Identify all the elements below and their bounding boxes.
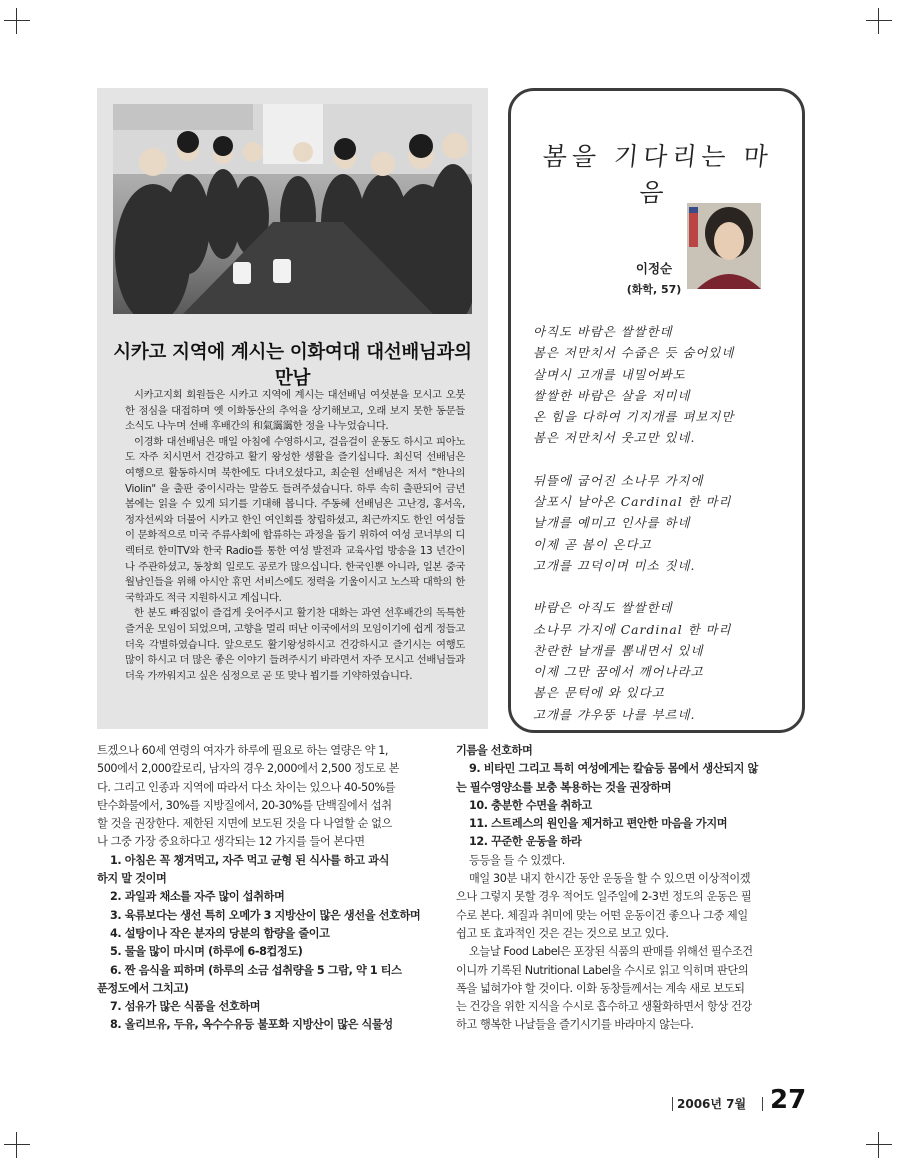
body-line: 8. 올리브유, 두유, 옥수수유등 불포화 지방산이 많은 식물성: [110, 1018, 393, 1032]
body-line: 7. 섬유가 많은 식품을 선호하며: [110, 1000, 261, 1014]
body-line: 이니까 기록된 Nutritional Label을 수시로 읽고 익히며 판단의: [456, 963, 749, 977]
body-line: 폭을 넓혀가야 할 것이다. 이화 동창들께서는 계속 새로 보도되: [456, 981, 745, 995]
body-line: 다. 그리고 인종과 지역에 따라서 다소 차이는 있으나 40-50%를: [97, 780, 396, 794]
poem-line: 날개를 예미고 인사를 하네: [533, 515, 691, 531]
poem-line: 봄은 저만치서 수줍은 듯 숨어있네: [533, 345, 735, 361]
poem-line: 뒤뜰에 굽어진 소나무 가지에: [533, 472, 704, 488]
poem-line: 살포시 날아온 Cardinal 한 마리: [533, 494, 732, 510]
body-line: 는 필수영양소를 보충 복용하는 것을 권장하며: [456, 780, 672, 794]
crop-mark-top-right: [866, 8, 892, 34]
poem-line: 온 힘을 다하여 기지개를 펴보지만: [533, 409, 735, 425]
body-line: 으나 그렇지 못할 경우 적어도 일주일에 2-3번 정도의 운동은 필: [456, 890, 752, 904]
poem-line: 아직도 바람은 쌀쌀한데: [533, 324, 673, 339]
footer-divider: [672, 1097, 673, 1111]
crop-mark-bottom-left: [4, 1132, 30, 1158]
author-info: (화학, 57): [626, 283, 682, 296]
poem-title: 봄을 기다리는 마음: [541, 142, 775, 207]
body-line: 4. 설탕이나 작은 분자의 당분의 함량을 줄이고: [110, 926, 330, 940]
poem-line: 봄은 저만치서 웃고만 있네.: [533, 430, 696, 446]
author-photo: [687, 203, 761, 289]
poem-line: 봄은 문턱에 와 있다고: [533, 685, 665, 701]
poem-line: 소나무 가지에 Cardinal 한 마리: [533, 621, 732, 637]
page-footer: [670, 1085, 807, 1119]
body-line: 오늘날 Food Label은 포장된 식품의 판매를 위해선 필수조건: [469, 945, 753, 959]
author-name: 이정순: [635, 261, 673, 276]
body-line: 11. 스트레스의 원인을 제거하고 편안한 마음을 가지며: [469, 817, 728, 831]
group-photo: [113, 104, 472, 314]
poem-box: [508, 88, 805, 733]
article-paragraph: 한 분도 빠짐없이 즐겁게 웃어주시고 활기찬 대화는 과연 선후배간의 독특한 즐거운 모임이 되었으며, 고향을 멀리 떠난 이국에서의 모임이기에 쉽게 정들고 더욱 각별하였습니다. 앞으로도 활기왕성하시고 건강하시고 즐기시는 여행도 많이 하시고 더 많은 좋은 이야기 들려주시기 바라면서 자주 모시고 선배님들과 더욱 가까워지고 싶은 심정으로 곧 또 맞나 뵙기를 기약하였습니다.: [125, 607, 465, 682]
body-line: 3. 육류보다는 생선 특히 오메가 3 지방산이 많은 생선을 선호하며: [110, 908, 421, 922]
footer-date: 2006년 7월: [677, 1097, 747, 1111]
poem-stanza: [533, 597, 788, 725]
body-line: 하고 행복한 나날들을 즐기시기를 바라마지 않는다.: [456, 1018, 694, 1032]
poem-stanza: [533, 470, 788, 576]
body-line: 9. 비타민 그리고 특히 여성에게는 칼슘등 몸에서 생산되지 않: [469, 762, 758, 776]
poem-line: 찬란한 날개를 뽐내면서 있네: [533, 642, 704, 658]
poem-line: 고개를 갸우뚱 나를 부르네.: [533, 706, 696, 722]
body-line: 수로 본다. 체질과 취미에 맞는 어떤 운동이건 좋으나 그중 제일: [456, 908, 748, 922]
body-line: 6. 짠 음식을 피하며 (하루의 소금 섭취량을 5 그람, 약 1 티스: [110, 963, 402, 977]
poem-line: 이제 곧 봄이 온다고: [533, 536, 652, 552]
article-paragraph: 시카고지회 회원들은 시카고 지역에 계시는 대선배님 여섯분을 모시고 오붓한 점심을 대접하며 옛 이화동산의 추억을 상기해보고, 오래 보지 못한 동문들 소식도 나누며 선배 후배간의 和氣靄靄한 정을 나누었습니다.: [125, 389, 465, 433]
body-line: 매일 30분 내지 한시간 동안 운동을 할 수 있으면 이상적이겠: [469, 872, 751, 886]
crop-mark-top-left: [4, 8, 30, 34]
article-body: [125, 388, 465, 684]
body-line: 2. 과일과 채소를 자주 많이 섭취하며: [110, 890, 285, 904]
poem-line: 이제 그만 꿈에서 깨어나라고: [533, 664, 704, 680]
crop-mark-bottom-right: [866, 1132, 892, 1158]
body-line: 트겠으나 60세 연령의 여자가 하루에 필요로 하는 열량은 약 1,: [97, 744, 389, 757]
body-line: 는 건강을 위한 지식을 수시로 흡수하고 생활화하면서 항상 건강: [456, 1000, 752, 1014]
body-line: 5. 물을 많이 마시며 (하루에 6-8컵정도): [110, 945, 303, 959]
body-line: 10. 충분한 수면을 취하고: [469, 798, 592, 812]
article-title: 시카고 지역에 계시는 이화여대 대선배님과의 만남: [113, 342, 472, 389]
footer-divider: [762, 1097, 763, 1111]
body-line: 500에서 2,000칼로리, 남자의 경우 2,000에서 2,500 정도로 본: [97, 762, 400, 776]
article-paragraph: 이경화 대선배님은 매일 아침에 수영하시고, 걸음걸이 운동도 하시고 피아노도 자주 치시면서 건강하고 활기 왕성한 생활을 즐기십니다. 최신덕 선배님은 여행으로 활동하시며 북한에도 다녀오셨다고, 최순원 선배님은 저서 "한나의 Violin" 을 출판 중이시라는 말씀도 들려주셨습니다. 하루 속히 출판되어 금년 봄에는 읽을 수 있게 되기를 기대해 봅니다. 주동혜 선배님은 고난경, 홍서옥, 정자선씨와 더불어 시카고 한인 여인회를 창립하셨고, 최근까지도 한인 여성들이 문화적으로 미국 주류사회에 합류하는 과정을 돕기 위하여 여성 코너부의 디렉터로 한미TV와 한국 Radio를 통한 여성 발전과 교육사업 방송을 13 년간이나 주관하셨고, 동창회 일로도 공로가 많으십니다. 한국인뿐 아니라, 일본 중국 월남인들을 위해 아시안 휴먼 서비스에도 정력을 기울이시고 노스팍 대학의 한국학과도 적극 지원하시고 계십니다.: [125, 435, 465, 604]
body-line: 쉽고 또 효과적인 것은 걷는 것으로 보고 있다.: [456, 926, 669, 940]
body-line: 할 것을 권장한다. 제한된 지면에 보도된 것을 다 나열할 순 없으: [97, 817, 392, 831]
body-line: 나 그중 가장 중요하다고 생각되는 12 가지를 들어 본다면: [97, 835, 365, 849]
poem-line: 바람은 아직도 쌀쌀한데: [533, 600, 673, 616]
body-line: 탄수화물에서, 30%를 지방질에서, 20-30%를 단백질에서 섭취: [97, 798, 392, 812]
article-panel: [97, 88, 488, 729]
poem-line: 고개를 끄덕이며 미소 짓네.: [533, 557, 696, 573]
page-number: 27: [770, 1085, 807, 1115]
body-line: 기름을 선호하며: [456, 744, 533, 757]
body-line: 푼정도에서 그치고): [97, 981, 189, 995]
body-line: 12. 꾸준한 운동을 하라: [469, 835, 582, 849]
poem-line: 쌀쌀한 바람은 살을 저미네: [533, 387, 691, 403]
body-column-left: [97, 742, 446, 1035]
body-column-right: [456, 742, 798, 1035]
body-line: 1. 아침은 꼭 챙겨먹고, 자주 먹고 균형 된 식사를 하고 과식: [110, 853, 389, 867]
poem-stanza: [533, 321, 788, 449]
body-line: 등등을 들 수 있겠다.: [469, 853, 565, 867]
poem-line: 살며시 고개를 내밀어봐도: [533, 366, 686, 382]
body-line: 하지 말 것이며: [97, 872, 167, 886]
poem-body: [533, 321, 788, 746]
